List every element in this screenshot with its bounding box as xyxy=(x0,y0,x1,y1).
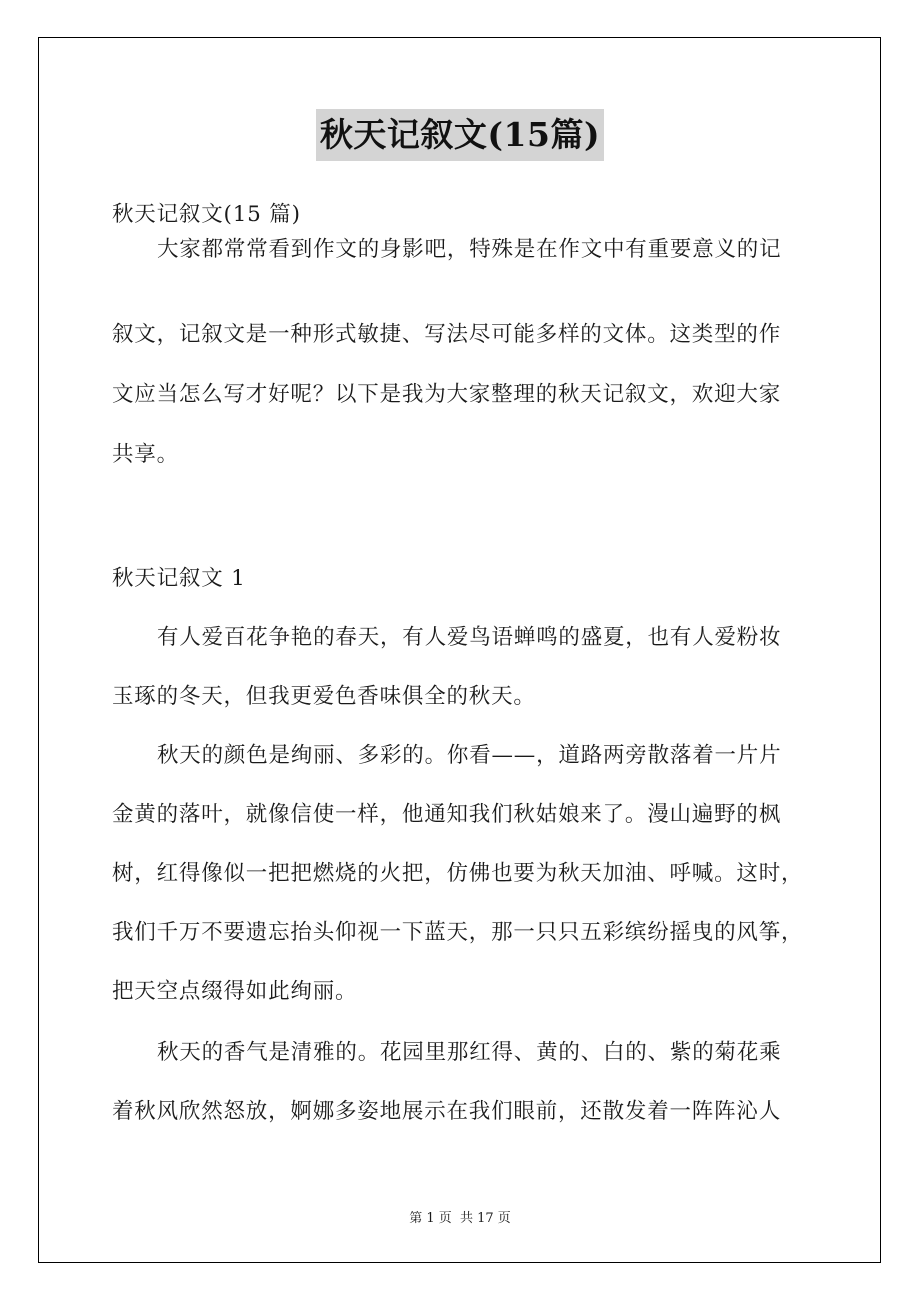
para2-line-5: 把天空点缀得如此绚丽。 xyxy=(112,979,358,1004)
intro-line-3: 文应当怎么写才好呢？以下是我为大家整理的秋天记叙文，欢迎大家 xyxy=(112,382,782,407)
page-footer xyxy=(0,1207,920,1226)
para2-line-3: 树，红得像似一把把燃烧的火把，仿佛也要为秋天加油、呼喊。这时， xyxy=(112,861,804,886)
intro-line-2: 叙文，记叙文是一种形式敏捷、写法尽可能多样的文体。这类型的作 xyxy=(112,322,782,347)
para3-line-2: 着秋风欣然怒放，婀娜多姿地展示在我们眼前，还散发着一阵阵沁人 xyxy=(112,1099,782,1124)
subtitle: 秋天记叙文(15 篇) xyxy=(112,202,301,227)
intro-line-4: 共享。 xyxy=(112,442,179,467)
para2-line-4: 我们千万不要遗忘抬头仰视一下蓝天，那一只只五彩缤纷摇曳的风筝， xyxy=(112,920,804,945)
para2-line-1: 秋天的颜色是绚丽、多彩的。你看——，道路两旁散落着一片片 xyxy=(157,743,782,768)
intro-line-1: 大家都常常看到作文的身影吧，特殊是在作文中有重要意义的记 xyxy=(157,237,782,262)
para1-line-2: 玉琢的冬天，但我更爱色香味俱全的秋天。 xyxy=(112,684,536,709)
section-heading-1: 秋天记叙文 1 xyxy=(112,566,246,591)
para2-line-2: 金黄的落叶，就像信使一样，他通知我们秋姑娘来了。漫山遍野的枫 xyxy=(112,802,782,827)
para1-line-1: 有人爱百花争艳的春天，有人爱鸟语蝉鸣的盛夏，也有人爱粉妆 xyxy=(157,625,782,650)
document-title: 秋天记叙文(15篇) xyxy=(316,109,604,161)
para3-line-1: 秋天的香气是清雅的。花园里那红得、黄的、白的、紫的菊花乘 xyxy=(157,1040,782,1065)
title-wrap xyxy=(0,109,920,161)
page-number-label: 第 1 页 共 17 页 xyxy=(409,1211,511,1226)
